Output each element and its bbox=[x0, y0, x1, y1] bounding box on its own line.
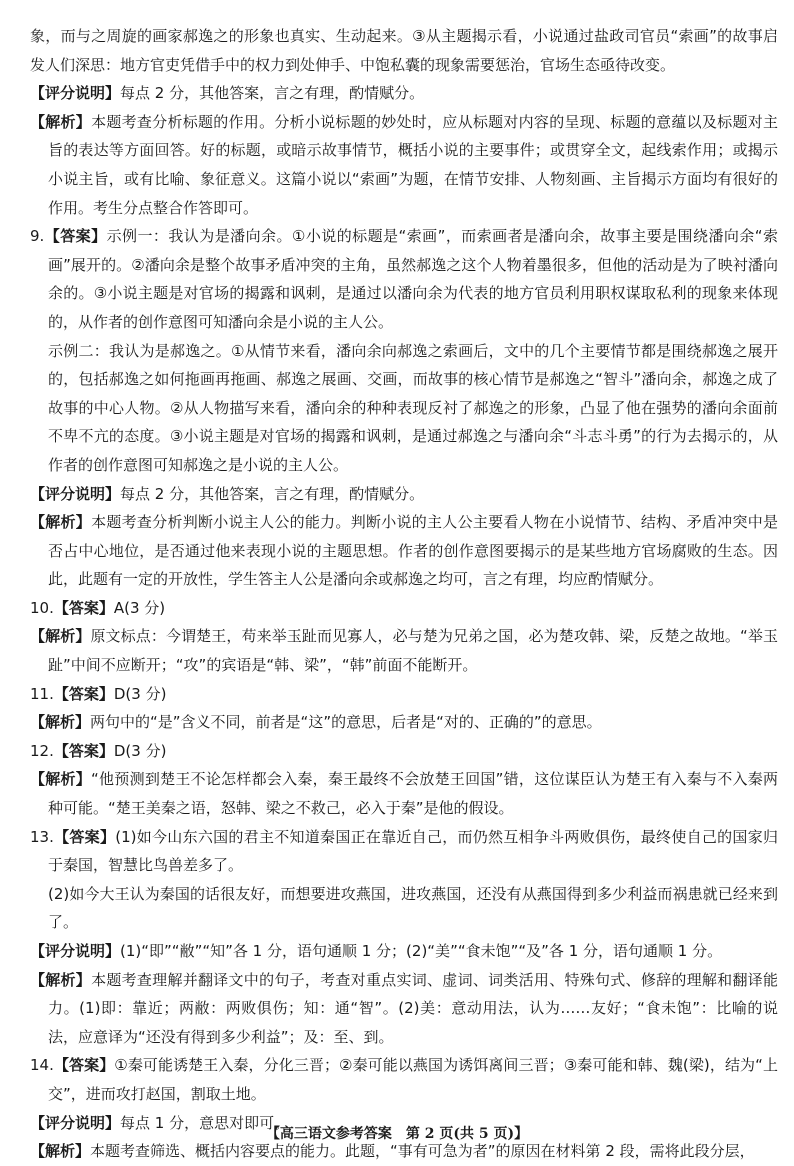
scoring-note-tag: 【评分说明】 bbox=[30, 1113, 121, 1132]
analysis-text: “他预测到楚王不论怎样都会入秦，秦王最终不会放楚王回国”错，这位谋臣认为楚王有入秦与不入秦两种可能。“楚王美秦之语，怒韩、梁之不救己，必入于秦”是他的假设。 bbox=[48, 770, 779, 818]
page-footer: 【高三语文参考答案 第 2 页(共 5 页)】 bbox=[265, 1126, 529, 1142]
analysis-text: 本题考查分析标题的作用。分析小说标题的妙处时，应从标题对内容的呈现、标题的意蕴以及标题对主旨的表达等方面回答。好的标题，或暗示故事情节，概括小说的主要事件；或贯穿全文，起线索作用；或揭示小说主旨，或有比喻、象征意义。这篇小说以“索画”为题，在情节安排、人物刻画、主旨揭示方面均有很好的作用。考生分点整合作答即可。 bbox=[48, 112, 778, 217]
scoring-note-text: 每点 2 分，其他答案，言之有理，酌情赋分。 bbox=[120, 84, 425, 103]
q14-answer bbox=[30, 1051, 778, 1108]
answer-text: ①秦可能诱楚王入秦，分化三晋；②秦可能以燕国为诱饵离间三晋；③秦可能和韩、魏(梁)，结为“上交”，进而攻打赵国，割取土地。 bbox=[48, 1056, 778, 1103]
q9-scoring-note bbox=[30, 480, 778, 509]
q8-analysis bbox=[30, 108, 778, 222]
scoring-note-tag: 【评分说明】 bbox=[30, 484, 121, 503]
analysis-text: 原文标点：今谓楚王，苟来举玉趾而见寡人，必与楚为兄弟之国，必为楚攻韩、梁，反楚之故地。“举玉趾”中间不应断开；“攻”的宾语是“韩、梁”，“韩”前面不能断开。 bbox=[48, 627, 778, 675]
analysis-tag: 【解析】 bbox=[30, 713, 91, 732]
question-number: 13. bbox=[30, 827, 54, 846]
question-number: 11. bbox=[30, 684, 54, 703]
q13-scoring-note bbox=[30, 937, 778, 966]
analysis-text: 本题考查理解并翻译文中的句子，考查对重点实词、虚词、词类活用、特殊句式、修辞的理解和翻译能力。(1)即：靠近；两敝：两败俱伤；知：通“智”。(2)美：意动用法，认为……友好；“食未饱”：比喻的说法，应意译为“还没有得到多少利益”；及：至、到。 bbox=[48, 970, 778, 1046]
q12-answer bbox=[30, 737, 778, 766]
analysis-tag: 【解析】 bbox=[30, 770, 92, 789]
q9-analysis bbox=[30, 508, 778, 594]
analysis-tag: 【解析】 bbox=[30, 112, 92, 131]
answer-tag: 【答案】 bbox=[53, 684, 114, 703]
analysis-text: 两句中的“是”含义不同，前者是“这”的意思，后者是“对的、正确的”的意思。 bbox=[90, 713, 602, 732]
question-number: 10. bbox=[30, 598, 54, 617]
q10-analysis bbox=[30, 622, 778, 679]
answer-tag: 【答案】 bbox=[53, 598, 114, 617]
q12-analysis bbox=[30, 765, 778, 822]
analysis-tag: 【解析】 bbox=[30, 970, 92, 989]
analysis-tag: 【解析】 bbox=[30, 1142, 91, 1161]
answer-tag: 【答案】 bbox=[53, 827, 116, 846]
page-content bbox=[30, 22, 778, 1166]
scoring-note-tag: 【评分说明】 bbox=[30, 84, 121, 103]
answer-text: D(3 分) bbox=[113, 684, 167, 703]
question-number: 14. bbox=[30, 1056, 54, 1075]
scoring-note-tag: 【评分说明】 bbox=[30, 942, 121, 960]
answer-text: D(3 分) bbox=[113, 741, 167, 760]
analysis-text: 本题考查筛选、概括内容要点的能力。此题，“事有可急为者”的原因在材料第 2 段，需将此段分层， bbox=[90, 1142, 755, 1161]
q13-analysis bbox=[30, 966, 778, 1052]
q9-example-two: 示例二：我认为是郝逸之。①从情节来看，潘向余向郝逸之索画后，文中的几个主要情节都是围绕郝逸之展开的，包括郝逸之如何拖画再拖画、郝逸之展画、交画，而故事的核心情节是郝逸之“智斗”潘向余，郝逸之成了故事的中心人物。②从人物描写来看，潘向余的种种表现反衬了郝逸之的形象，凸显了他在强势的潘向余面前不卑不亢的态度。③小说主题是对官场的揭露和讽刺，是通过郝逸之与潘向余“斗志斗勇”的行为去揭示的，从作者的创作意图可知郝逸之是小说的主人公。 bbox=[48, 341, 778, 474]
question-number: 12. bbox=[30, 741, 54, 760]
analysis-tag: 【解析】 bbox=[30, 627, 91, 646]
example-one: 示例一：我认为是潘向余。①小说的标题是“索画”，而索画者是潘向余，故事主要是围绕潘向余“索画”展开的。②潘向余是整个故事矛盾冲突的主角，虽然郝逸之这个人物着墨很多，但他的活动是为了映衬潘向余的。③小说主题是对官场的揭露和讽刺，是通过以潘向余为代表的地方官员利用职权谋取私利的现象来体现的，从作者的创作意图可知潘向余是小说的主人公。 bbox=[48, 227, 778, 331]
q9-answer bbox=[30, 222, 778, 336]
answer-text: A(3 分) bbox=[113, 598, 166, 617]
q13-answer-2: (2)如今大王认为秦国的话很友好，而想要进攻燕国，进攻燕国，还没有从燕国得到多少利益而祸患就已经来到了。 bbox=[48, 884, 778, 932]
q8-scoring-note bbox=[30, 79, 778, 108]
scoring-note-text: 每点 2 分，其他答案，言之有理，酌情赋分。 bbox=[120, 484, 425, 503]
answer-tag: 【答案】 bbox=[53, 1056, 115, 1075]
answer-tag: 【答案】 bbox=[44, 227, 107, 246]
scoring-note-text: (1)“即”“敝”“知”各 1 分，语句通顺 1 分；(2)“美”“食未饱”“及”各 1 分，语句通顺 1 分。 bbox=[120, 942, 723, 960]
q8-answer-continued: 象，而与之周旋的画家郝逸之的形象也真实、生动起来。③从主题揭示看，小说通过盐政司官员“索画”的故事启发人们深思：地方官吏凭借手中的权力到处伸手、中饱私囊的现象需要惩治，官场生态亟待改变。 bbox=[30, 27, 778, 74]
question-number: 9. bbox=[30, 227, 45, 246]
q13-answer-1 bbox=[30, 823, 778, 880]
scoring-note-text: 每点 1 分，意思对即可。 bbox=[120, 1113, 290, 1132]
q11-answer bbox=[30, 680, 778, 709]
q10-answer bbox=[30, 594, 778, 623]
answer-text: (1)如今山东六国的君主不知道秦国正在靠近自己，而仍然互相争斗两败俱伤，最终使自己的国家归于秦国，智慧比鸟兽差多了。 bbox=[48, 827, 778, 875]
analysis-text: 本题考查分析判断小说主人公的能力。判断小说的主人公主要看人物在小说情节、结构、矛盾冲突中是否占中心地位，是否通过他来表现小说的主题思想。作者的创作意图要揭示的是某些地方官场腐败的生态。因此，此题有一定的开放性，学生答主人公是潘向余或郝逸之均可，言之有理，均应酌情赋分。 bbox=[48, 513, 778, 589]
answer-tag: 【答案】 bbox=[53, 741, 114, 760]
q11-analysis bbox=[30, 708, 778, 737]
analysis-tag: 【解析】 bbox=[30, 513, 92, 532]
